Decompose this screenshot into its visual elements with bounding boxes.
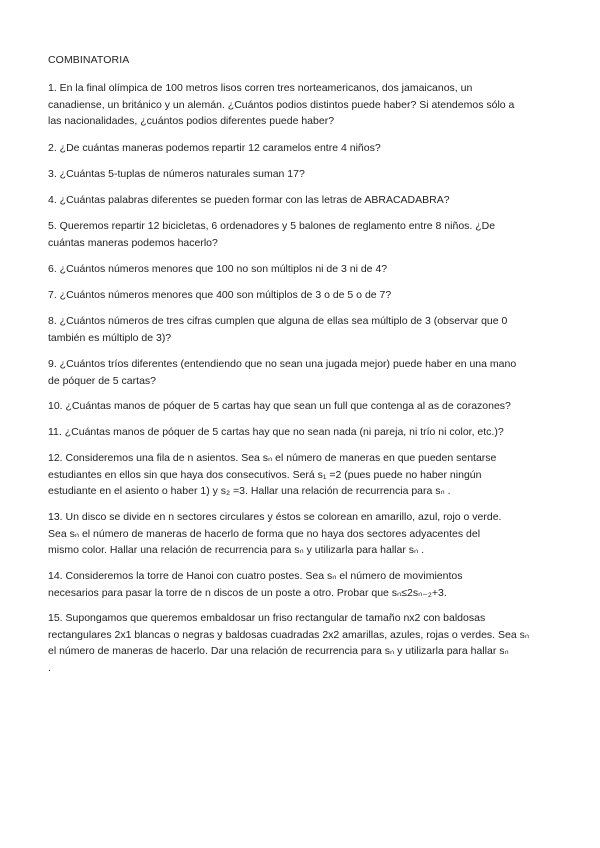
exercise-line: el número de maneras de hacerlo. Dar una relación de recurrencia para sₙ y utilizarla para hallar sₙ bbox=[48, 645, 509, 657]
exercise-line: 4. ¿Cuántas palabras diferentes se pueden formar con las letras de ABRACADABRA? bbox=[48, 194, 450, 206]
exercise-line: 8. ¿Cuántos números de tres cifras cumplen que alguna de ellas sea múltiplo de 3 (observar que 0 bbox=[48, 315, 508, 327]
exercise-line: 14. Consideremos la torre de Hanoi con cuatro postes. Sea sₙ el número de movimientos bbox=[48, 570, 463, 582]
exercise-line: . bbox=[48, 661, 51, 674]
exercise-line: las nacionalidades, ¿cuántos podios diferentes puede haber? bbox=[48, 115, 335, 127]
exercise-5 bbox=[48, 218, 578, 251]
exercise-line: necesarios para pasar la torre de n discos de un poste a otro. Probar que sₙ≤2sₙ₋₂+3. bbox=[48, 586, 447, 599]
exercise-line: 10. ¿Cuántas manos de póquer de 5 cartas hay que sean un full que contenga al as de corazones? bbox=[48, 400, 511, 412]
exercise-7 bbox=[48, 287, 578, 304]
exercise-3 bbox=[48, 166, 578, 183]
exercise-line: 13. Un disco se divide en n sectores circulares y éstos se colorean en amarillo, azul, rojo o verde. bbox=[48, 511, 502, 523]
exercise-line: 9. ¿Cuántos tríos diferentes (entendiendo que no sean una jugada mejor) puede haber en una mano bbox=[48, 358, 517, 370]
exercise-line: de póquer de 5 cartas? bbox=[48, 374, 156, 387]
exercise-line: 15. Supongamos que queremos embaldosar un friso rectangular de tamaño nx2 con baldosas bbox=[48, 612, 486, 624]
exercise-2 bbox=[48, 140, 578, 157]
exercise-14 bbox=[48, 568, 578, 601]
exercise-line: mismo color. Hallar una relación de recurrencia para sₙ y utilizarla para hallar sₙ . bbox=[48, 544, 425, 556]
exercise-line: rectangulares 2x1 blancas o negras y baldosas cuadradas 2x2 amarillas, azules, rojas o verdes. Sea sₙ bbox=[48, 628, 530, 641]
exercise-4 bbox=[48, 192, 578, 209]
exercise-line: 1. En la final olímpica de 100 metros lisos corren tres norteamericanos, dos jamaicanos, un bbox=[48, 82, 473, 94]
exercise-8 bbox=[48, 313, 578, 346]
exercise-line: 5. Queremos repartir 12 bicicletas, 6 ordenadores y 5 balones de reglamento entre 8 niños. ¿De bbox=[48, 220, 496, 232]
exercise-line: Sea sₙ el número de maneras de hacerlo de forma que no haya dos sectores adyacentes del bbox=[48, 527, 481, 540]
exercise-line: 7. ¿Cuántos números menores que 400 son múltiplos de 3 o de 5 o de 7? bbox=[48, 289, 392, 301]
exercise-line: 11. ¿Cuántas manos de póquer de 5 cartas hay que no sean nada (ni pareja, ni trío ni color, etc.)? bbox=[48, 426, 504, 438]
exercise-line: 2. ¿De cuántas maneras podemos repartir 12 caramelos entre 4 niños? bbox=[48, 142, 381, 154]
exercise-line: estudiantes en ellos sin que haya dos consecutivos. Será s₁ =2 (pues puede no haber ningún bbox=[48, 468, 482, 481]
document-title: COMBINATORIA bbox=[48, 54, 130, 66]
exercise-line: estudiante en el asiento o haber 1) y s₂ =3. Hallar una relación de recurrencia para sₙ . bbox=[48, 485, 451, 497]
exercise-line: 3. ¿Cuántas 5-tuplas de números naturales suman 17? bbox=[48, 168, 305, 180]
exercise-12 bbox=[48, 450, 578, 500]
exercise-6 bbox=[48, 261, 578, 278]
exercise-11 bbox=[48, 424, 578, 441]
exercise-line: canadiense, un británico y un alemán. ¿Cuántos podios distintos puede haber? Si atendemos sólo a bbox=[48, 98, 515, 111]
exercise-1 bbox=[48, 80, 578, 130]
exercise-9 bbox=[48, 356, 578, 389]
exercise-line: también es múltiplo de 3)? bbox=[48, 331, 172, 344]
exercise-line: 12. Consideremos una fila de n asientos. Sea sₙ el número de maneras en que pueden sentarse bbox=[48, 452, 497, 464]
exercise-line: 6. ¿Cuántos números menores que 100 no son múltiplos ni de 3 ni de 4? bbox=[48, 263, 388, 275]
exercise-13 bbox=[48, 509, 578, 559]
exercise-15 bbox=[48, 610, 578, 676]
exercise-10 bbox=[48, 398, 578, 415]
exercise-line: cuántas maneras podemos hacerlo? bbox=[48, 236, 218, 249]
